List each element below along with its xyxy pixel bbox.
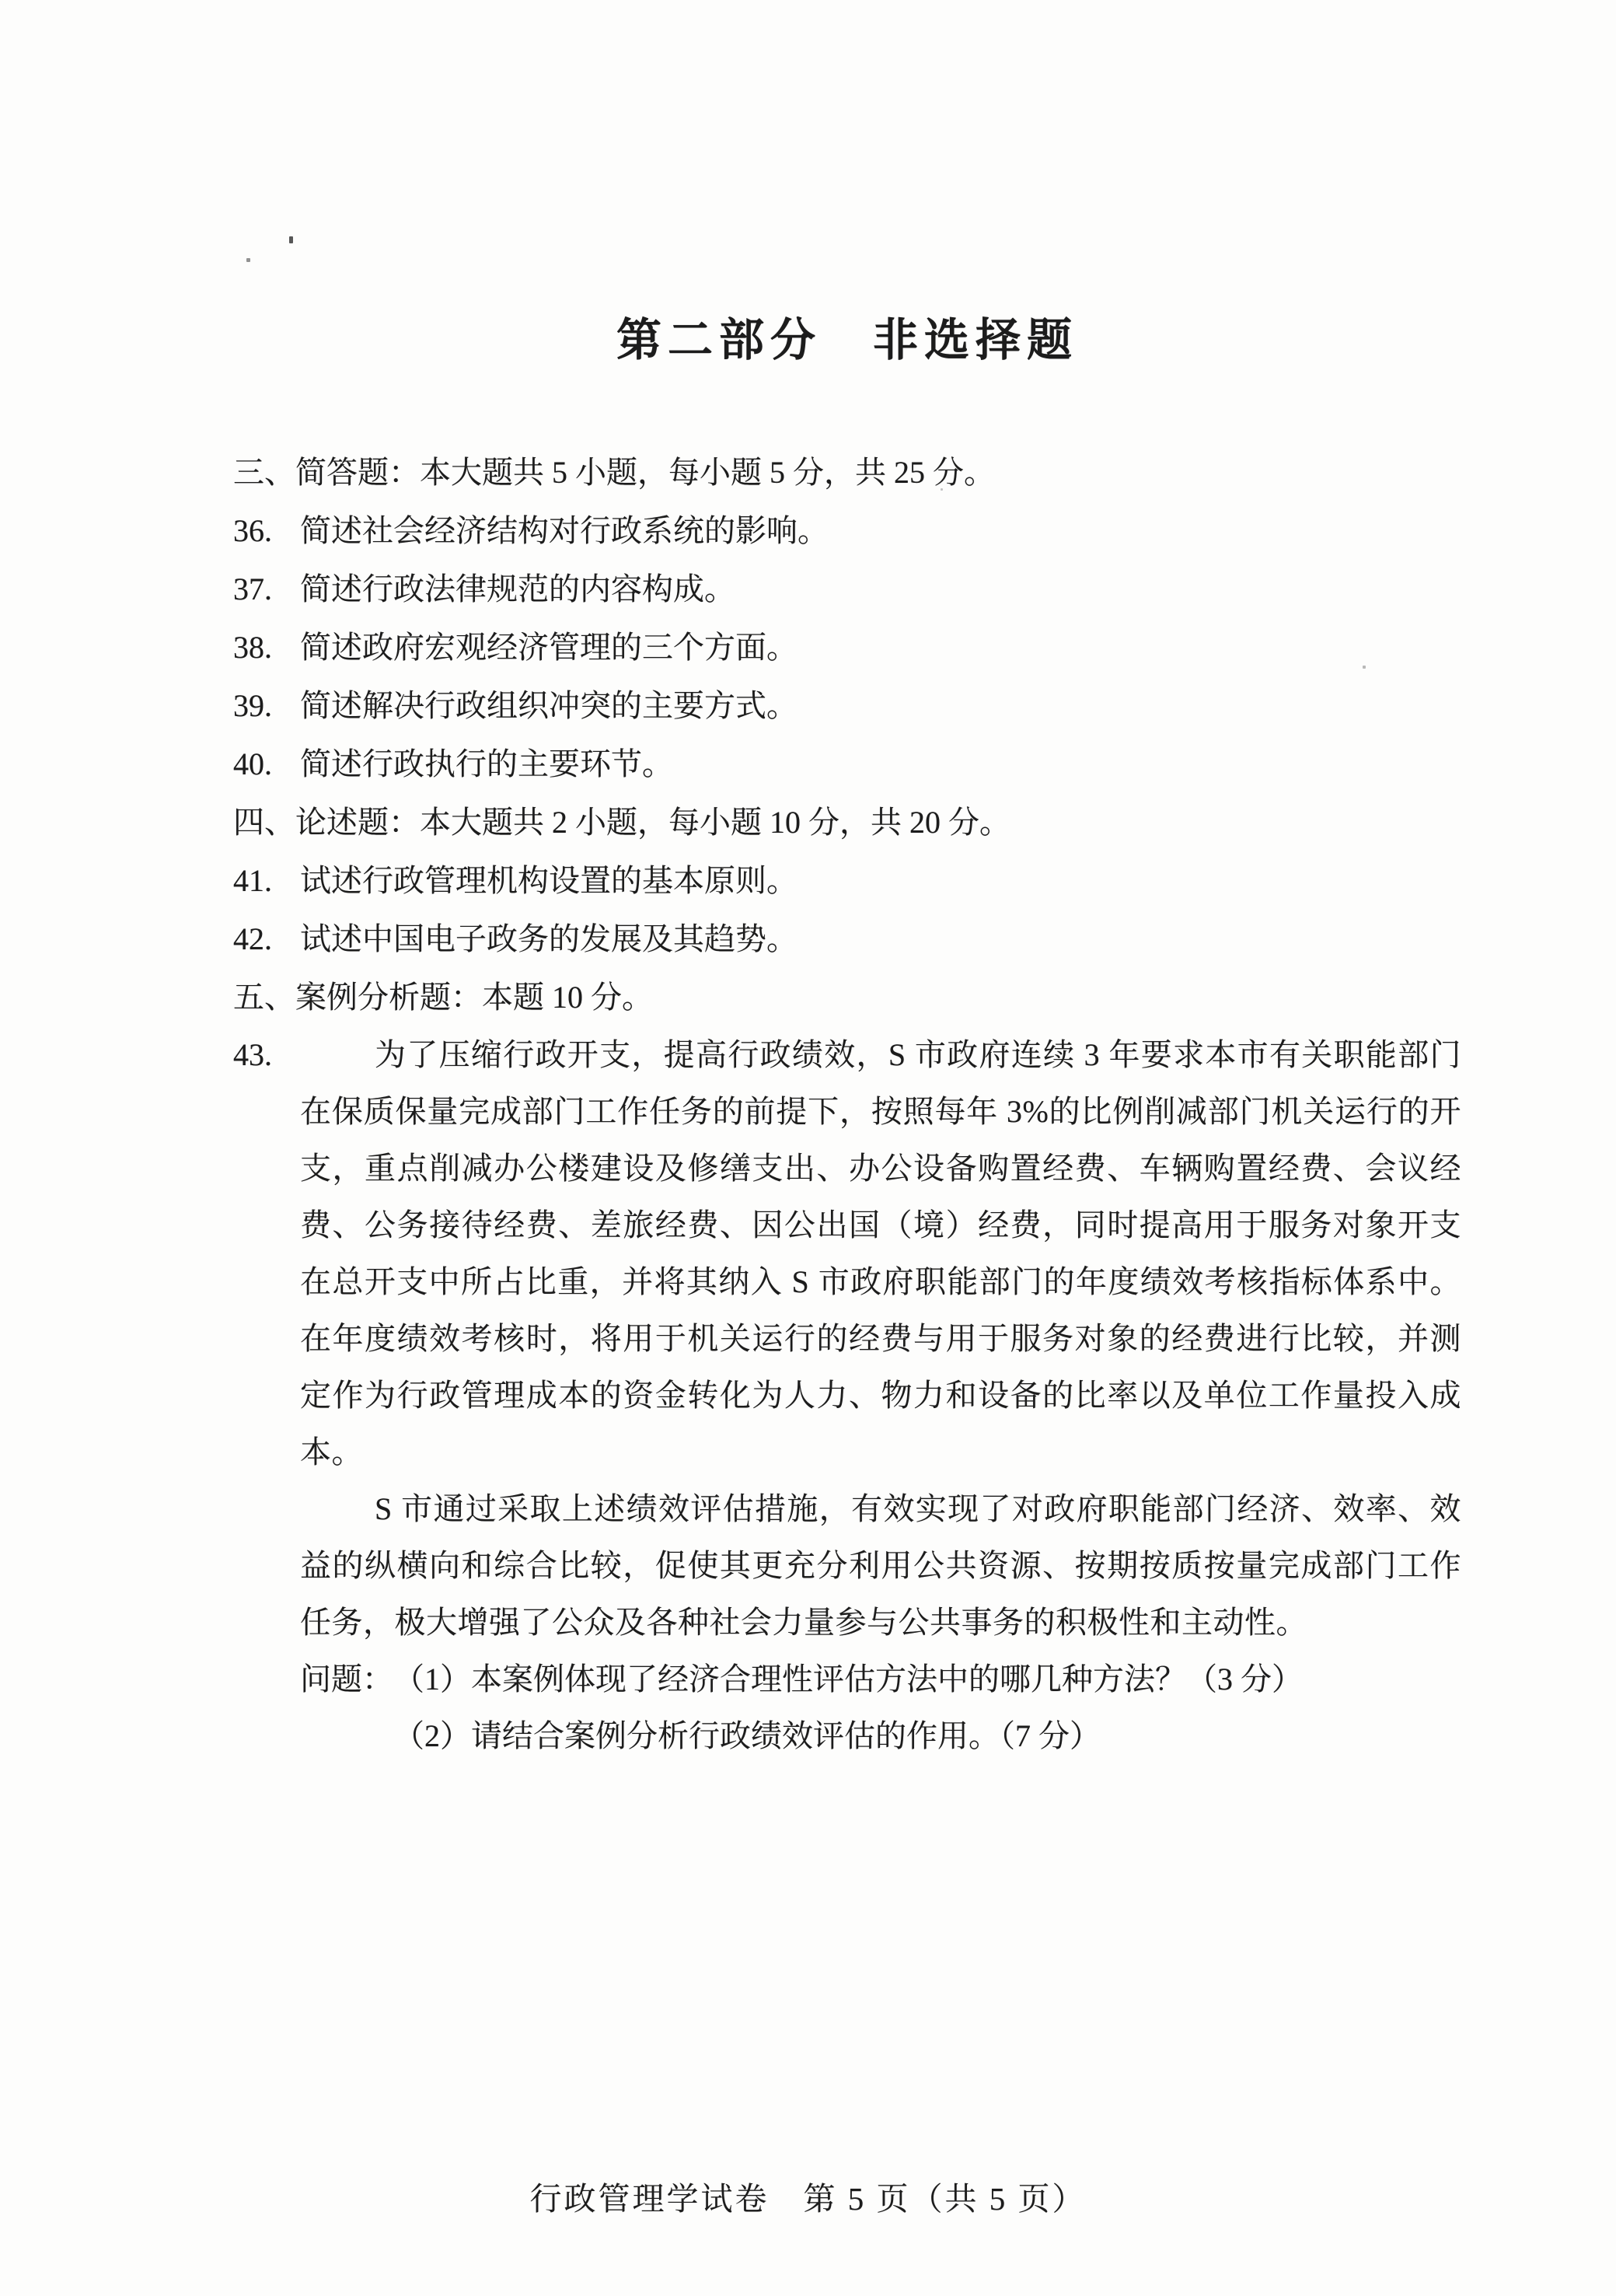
question-item — [233, 618, 1461, 676]
section-label: 五、 — [233, 980, 295, 1015]
section-heading-three — [233, 443, 1461, 501]
case-study-question — [233, 1026, 1461, 1764]
section-heading-text: 案例分析题：本题 10 分。 — [295, 980, 653, 1015]
case-sub-question-1: （1）本案例体现了经济合理性评估方法中的哪几种方法？（3 分） — [393, 1662, 1303, 1697]
case-paragraph-1: 为了压缩行政开支，提高行政绩效，S 市政府连续 3 年要求本市有关职能部门在保质保量完成部门工作任务的前提下，按照每年 3%的比例削减部门机关运行的开支，重点削减办公楼建设及修缮支出、办公设备购置经费、车辆购置经费、会议经费、公务接待经费、差旅经费、因公出国（境）经费，同时提高用于服务对象开支在总开支中所占比重，并将其纳入 S 市政府职能部门的年度绩效考核指标体系中。在年度绩效考核时，将用于机关运行的经费与用于服务对象的经费进行比较，并测定作为行政管理成本的资金转化为人力、物力和设备的比率以及单位工作量投入成本。 — [300, 1037, 1461, 1470]
question-text: 简述社会经济结构对行政系统的影响。 — [300, 513, 829, 548]
questions-lines — [393, 1651, 1461, 1764]
case-questions — [300, 1651, 1461, 1764]
question-text: 简述政府宏观经济管理的三个方面。 — [300, 630, 798, 665]
question-text: 试述行政管理机构设置的基本原则。 — [300, 863, 798, 898]
question-item — [233, 735, 1461, 793]
section-label: 四、 — [233, 805, 295, 840]
question-text: 简述行政法律规范的内容构成。 — [300, 571, 735, 606]
section-heading-five — [233, 968, 1461, 1026]
question-number: 36. — [233, 513, 272, 548]
question-text: 试述中国电子政务的发展及其趋势。 — [300, 921, 798, 956]
question-text: 简述行政执行的主要环节。 — [300, 746, 673, 781]
questions-label: 问题： — [300, 1662, 393, 1697]
question-item — [233, 676, 1461, 735]
question-item — [233, 501, 1461, 560]
question-item — [233, 910, 1461, 968]
question-item — [233, 560, 1461, 618]
section-heading-text: 简答题：本大题共 5 小题，每小题 5 分，共 25 分。 — [295, 455, 995, 490]
case-sub-question-2: （2）请结合案例分析行政绩效评估的作用。（7 分） — [393, 1718, 1101, 1753]
question-number: 42. — [233, 921, 272, 956]
question-number: 41. — [233, 863, 272, 898]
section-label: 三、 — [233, 455, 295, 490]
question-number: 38. — [233, 630, 272, 665]
case-paragraph-2: S 市通过采取上述绩效评估措施，有效实现了对政府职能部门经济、效率、效益的纵横向和综合比较，促使其更充分利用公共资源、按期按质按量完成部门工作任务，极大增强了公众及各种社会力量参与公共事务的积极性和主动性。 — [300, 1491, 1461, 1640]
question-number: 43. — [233, 1037, 272, 1072]
question-item — [233, 851, 1461, 910]
page-footer: 行政管理学试卷 第 5 页（共 5 页） — [529, 2181, 1087, 2217]
question-text: 简述解决行政组织冲突的主要方式。 — [300, 688, 798, 723]
question-list — [233, 443, 1461, 1026]
part-title: 第二部分 非选择题 — [616, 315, 1078, 365]
section-heading-four — [233, 793, 1461, 851]
question-number: 40. — [233, 746, 272, 781]
case-study-body — [300, 1026, 1461, 1764]
question-number: 37. — [233, 571, 272, 606]
question-number: 39. — [233, 688, 272, 723]
section-heading-text: 论述题：本大题共 2 小题，每小题 10 分，共 20 分。 — [295, 805, 1010, 840]
page-content — [233, 0, 1461, 1764]
